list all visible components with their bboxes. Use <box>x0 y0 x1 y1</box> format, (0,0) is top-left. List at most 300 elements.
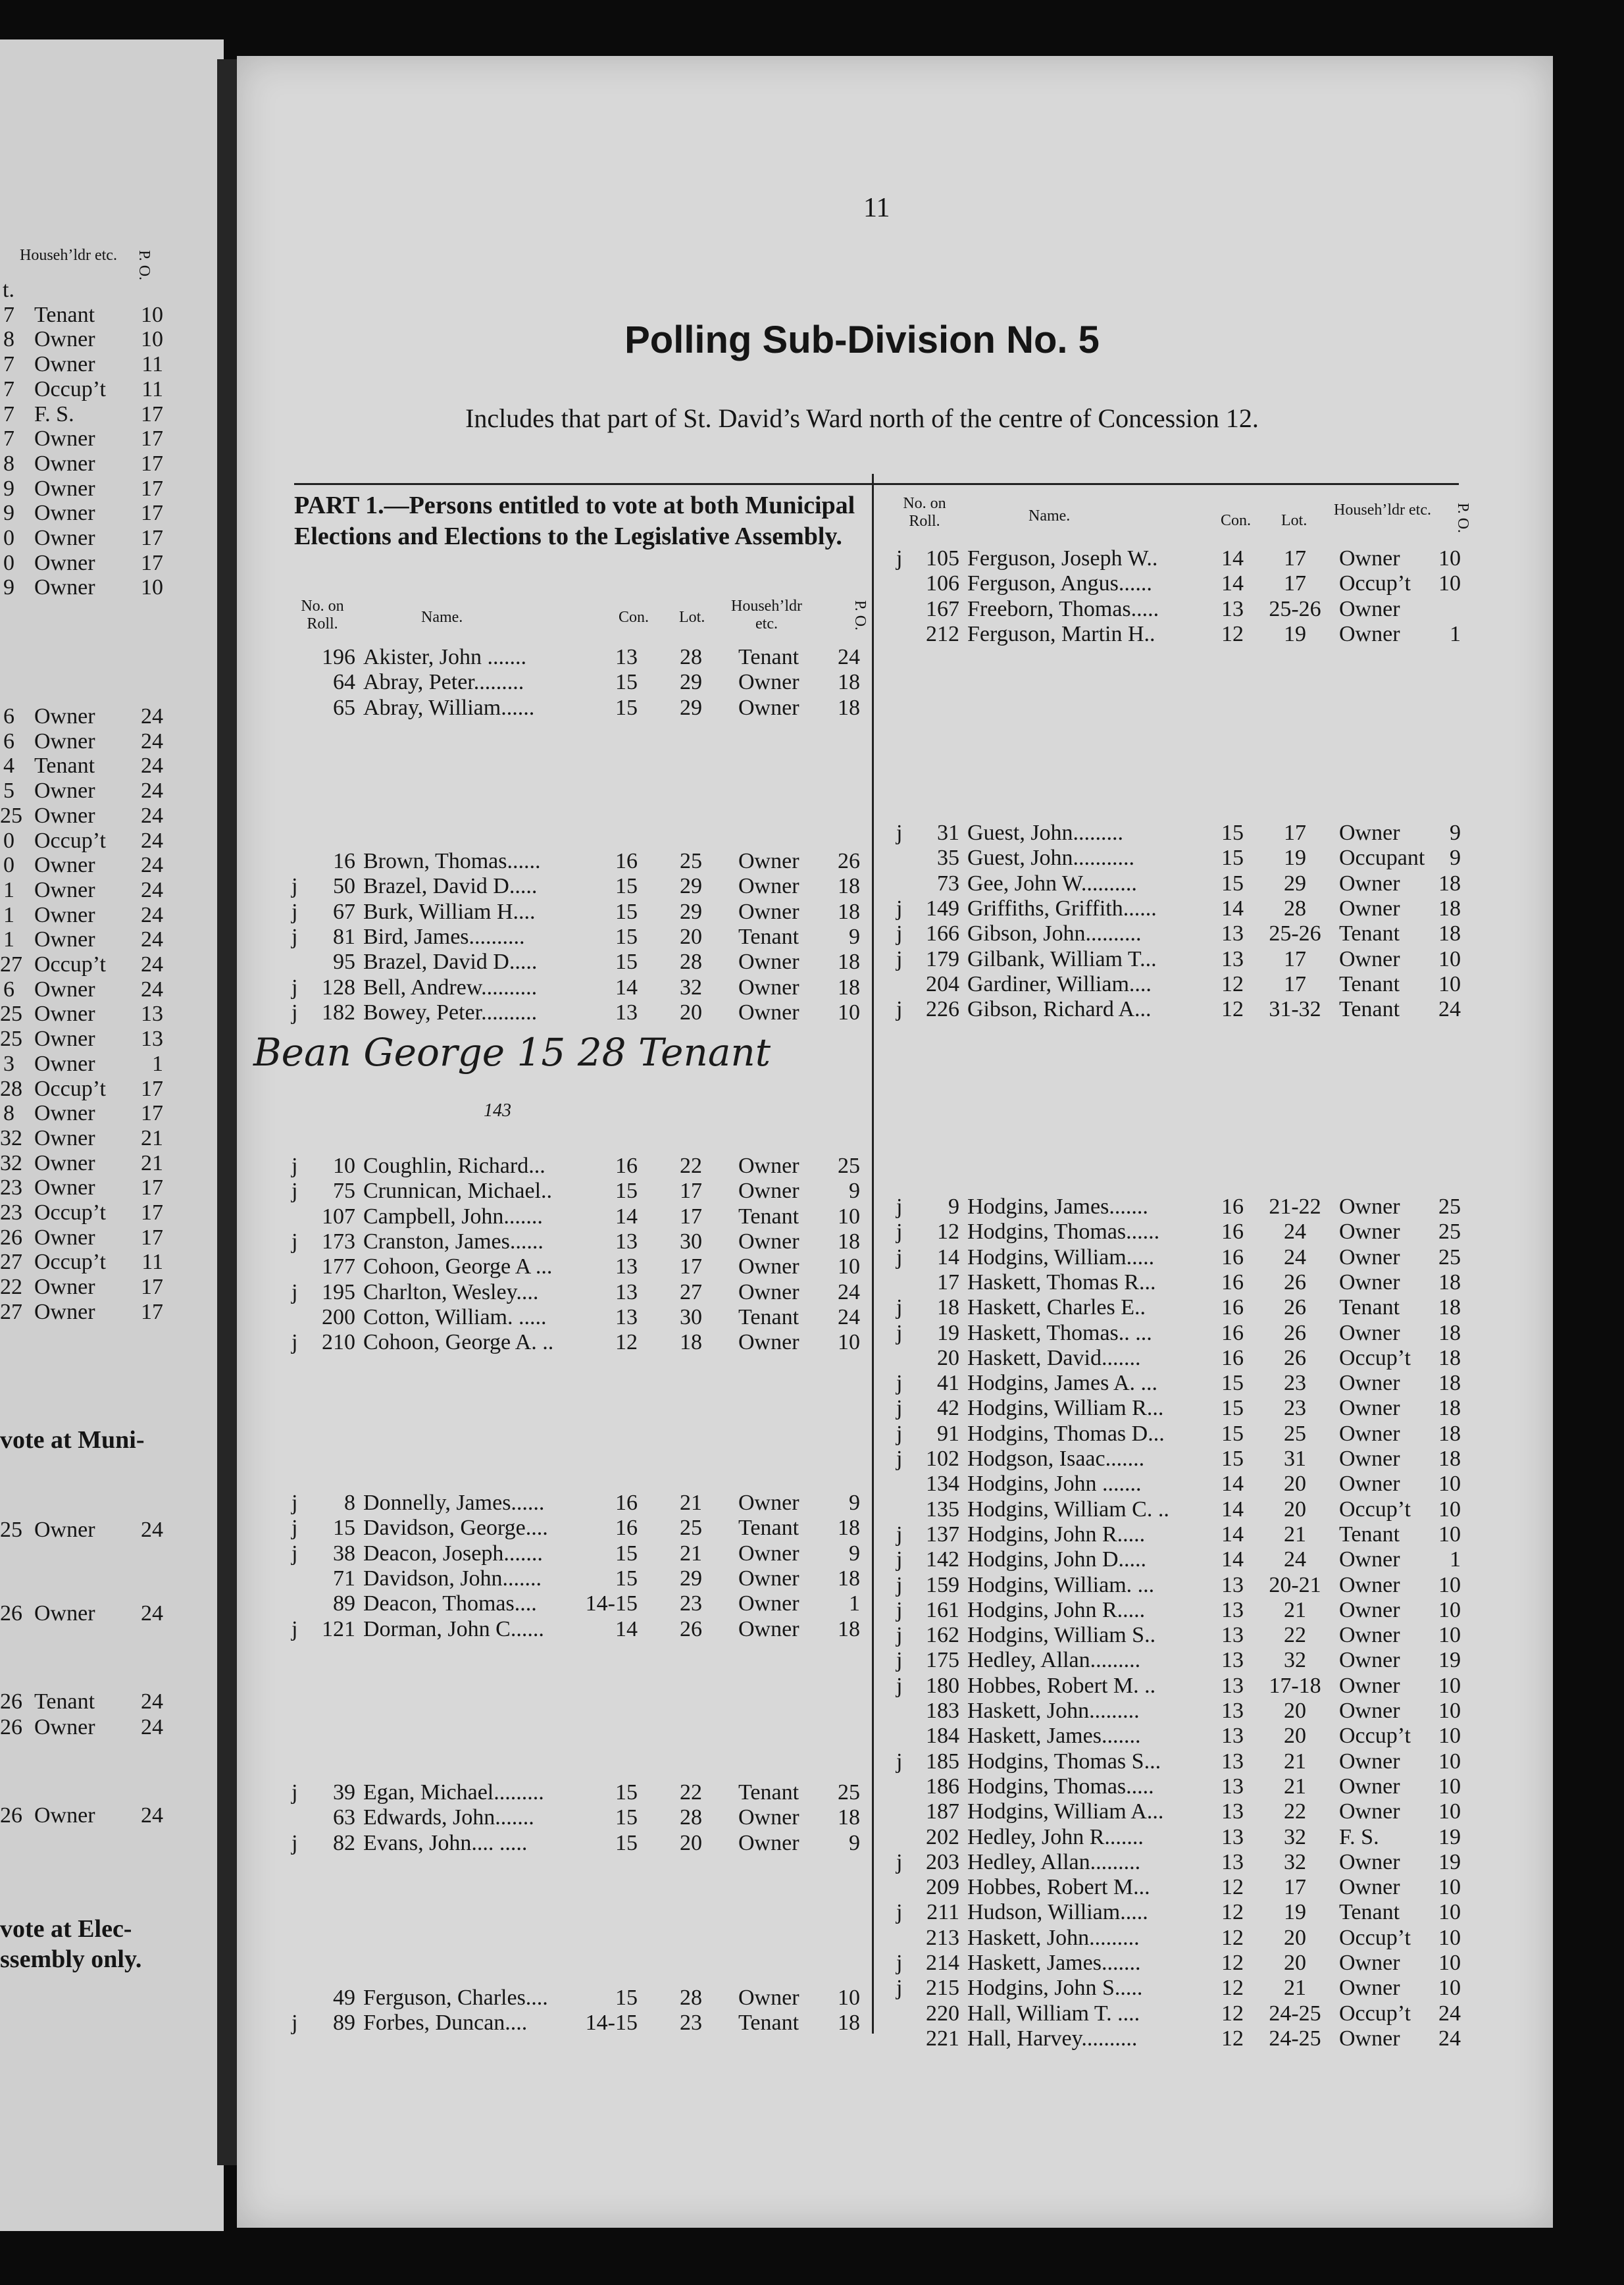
juror-mark: j <box>896 1245 903 1270</box>
voter-name: Abray, William...... <box>363 695 535 720</box>
post-office: 18 <box>838 899 860 924</box>
concession: 14 <box>1221 1522 1244 1547</box>
concession: 15 <box>615 950 638 975</box>
fragment-lot: 6 <box>3 729 14 754</box>
post-office: 9 <box>1450 846 1461 871</box>
concession: 16 <box>615 1154 638 1178</box>
fragment-lot: 25 <box>0 1027 22 1052</box>
roll-number: 17 <box>937 1270 959 1295</box>
fragment-lot: 22 <box>0 1275 22 1300</box>
fragment-status: Owner <box>34 729 95 754</box>
fragment-po: 24 <box>141 1715 163 1739</box>
concession: 16 <box>615 1491 638 1515</box>
post-office: 10 <box>1438 1749 1461 1774</box>
household-status: Tenant <box>1339 921 1400 946</box>
concession: 13 <box>615 1279 638 1304</box>
household-status: Owner <box>1339 1648 1400 1673</box>
fragment-status: Owner <box>34 327 95 352</box>
household-status: F. S. <box>1339 1824 1379 1849</box>
lot-number: 17 <box>680 1254 702 1279</box>
concession: 15 <box>615 1780 638 1805</box>
voter-row <box>0 972 1624 997</box>
voter-name: Hodgins, William..... <box>967 1245 1155 1270</box>
concession: 13 <box>1221 1648 1244 1673</box>
fragment-po: 17 <box>141 550 163 575</box>
fragment-po: 24 <box>141 1689 163 1714</box>
roll-number: 166 <box>926 921 959 946</box>
post-office: 10 <box>1438 1976 1461 2001</box>
fragment-lot: 25 <box>0 1518 22 1542</box>
concession: 16 <box>1221 1270 1244 1295</box>
roll-number: 35 <box>937 846 959 871</box>
household-status: Owner <box>1339 1774 1400 1799</box>
page-number: 11 <box>863 193 890 223</box>
household-status: Owner <box>738 1229 799 1254</box>
post-office: 24 <box>1438 2001 1461 2026</box>
fragment-po: 24 <box>141 704 163 729</box>
household-status: Owner <box>1339 621 1400 646</box>
fragment-row <box>0 278 224 303</box>
lot-number: 28 <box>680 1805 702 1830</box>
household-status: Owner <box>738 1805 799 1830</box>
juror-mark: j <box>896 1749 903 1774</box>
concession: 15 <box>615 1805 638 1830</box>
roll-number: 226 <box>926 997 959 1022</box>
household-status: Owner <box>1339 1371 1400 1396</box>
juror-mark: j <box>292 2011 298 2036</box>
roll-number: 187 <box>926 1799 959 1824</box>
voter-name: Coughlin, Richard... <box>363 1154 546 1178</box>
roll-number: 20 <box>937 1345 959 1370</box>
voter-name: Guest, John........... <box>967 846 1135 871</box>
concession: 13 <box>1221 1673 1244 1698</box>
concession: 13 <box>1221 1623 1244 1648</box>
fragment-status: Owner <box>34 1803 95 1828</box>
voter-name: Hodgins, William A... <box>967 1799 1164 1824</box>
fragment-status: Owner <box>34 1175 95 1200</box>
fragment-status: Owner <box>34 575 95 600</box>
roll-number: 121 <box>322 1616 355 1641</box>
roll-number: 42 <box>937 1396 959 1421</box>
fragment-status: Owner <box>34 803 95 828</box>
post-office: 18 <box>838 975 860 1000</box>
part-title: PART 1.—Persons entitled to vote at both Municipal Elections and Elections to the Legislative Assembly. <box>294 492 855 550</box>
household-status: Owner <box>1339 1245 1400 1270</box>
fragment-row <box>0 853 224 878</box>
juror-mark: j <box>896 1371 903 1396</box>
roll-number: 38 <box>333 1541 355 1566</box>
fragment-row <box>0 526 224 551</box>
roll-number: 202 <box>926 1824 959 1849</box>
voter-name: Abray, Peter......... <box>363 670 524 695</box>
juror-mark: j <box>292 899 298 924</box>
fragment-po: 13 <box>141 1002 163 1027</box>
post-office: 19 <box>1438 1849 1461 1874</box>
voter-name: Charlton, Wesley.... <box>363 1279 539 1304</box>
handwritten-number: 143 <box>484 1100 511 1121</box>
fragment-row <box>0 1275 224 1300</box>
post-office: 10 <box>838 1330 860 1355</box>
concession: 16 <box>1221 1245 1244 1270</box>
roll-number: 8 <box>344 1491 355 1515</box>
voter-name: Haskett, James....... <box>967 1951 1141 1975</box>
household-status: Tenant <box>1339 1295 1400 1320</box>
household-status: Owner <box>1339 1320 1400 1345</box>
post-office: 18 <box>838 874 860 899</box>
concession: 13 <box>1221 1774 1244 1799</box>
fragment-status: Owner <box>34 853 95 878</box>
household-status: Owner <box>1339 1623 1400 1648</box>
concession: 13 <box>1221 1824 1244 1849</box>
fragment-lot: 5 <box>3 779 14 804</box>
fragment-status: Occup’t <box>34 376 106 401</box>
post-office: 10 <box>1438 1522 1461 1547</box>
household-status: Owner <box>738 1566 799 1591</box>
concession: 16 <box>615 1516 638 1541</box>
fragment-lot: 27 <box>0 1299 22 1324</box>
fragment-lot: 0 <box>3 828 14 853</box>
juror-mark: j <box>896 946 903 971</box>
voter-name: Hodgins, William. ... <box>967 1572 1155 1597</box>
fragment-status: Owner <box>34 1125 95 1150</box>
post-office: 18 <box>838 950 860 975</box>
juror-mark: j <box>896 1900 903 1925</box>
concession: 14 <box>1221 1497 1244 1522</box>
voter-name: Hodgins, William S.. <box>967 1623 1156 1648</box>
voter-name: Hall, William T. .... <box>967 2001 1140 2026</box>
juror-mark: j <box>292 1179 298 1204</box>
household-status: Tenant <box>738 645 799 669</box>
juror-mark: j <box>292 1000 298 1025</box>
lot-number: 32 <box>1284 1849 1306 1874</box>
concession: 14 <box>1221 546 1244 571</box>
lot-number: 24-25 <box>1269 2001 1321 2026</box>
lot-number: 28 <box>680 645 702 669</box>
juror-mark: j <box>896 1597 903 1622</box>
voter-name: Ferguson, Joseph W.. <box>967 546 1158 571</box>
juror-mark: j <box>292 924 298 949</box>
post-office: 10 <box>1438 571 1461 596</box>
lot-number: 30 <box>680 1229 702 1254</box>
lot-number: 20 <box>1284 1925 1306 1950</box>
juror-mark: j <box>896 997 903 1022</box>
fragment-status: Owner <box>34 704 95 729</box>
fragment-status: Owner <box>34 1275 95 1300</box>
lot-number: 28 <box>680 950 702 975</box>
fragment-lot: 9 <box>3 575 14 600</box>
lot-number: 17 <box>1284 946 1306 971</box>
fragment-po: 24 <box>141 1601 163 1626</box>
concession: 15 <box>1221 846 1244 871</box>
concession: 12 <box>1221 2026 1244 2051</box>
voter-row <box>0 1547 1624 1572</box>
lot-number: 29 <box>680 670 702 695</box>
voter-row <box>0 821 1624 846</box>
household-status: Owner <box>1339 946 1400 971</box>
voter-name: Gibson, Richard A... <box>967 997 1152 1022</box>
fragment-lot: 8 <box>3 327 14 352</box>
fragment-lot: 7 <box>3 302 14 327</box>
fragment-row <box>0 977 224 1002</box>
post-office: 18 <box>1438 871 1461 896</box>
concession: 14-15 <box>585 2011 638 2036</box>
voter-row <box>0 871 1624 896</box>
fragment-po: 24 <box>141 828 163 853</box>
household-status: Tenant <box>738 1204 799 1229</box>
juror-mark: j <box>292 1229 298 1254</box>
roll-number: 213 <box>926 1925 959 1950</box>
fragment-status: Owner <box>34 550 95 575</box>
roll-number: 67 <box>333 899 355 924</box>
post-office: 1 <box>1450 621 1461 646</box>
roll-number: 89 <box>333 2011 355 2036</box>
roll-number: 195 <box>322 1279 355 1304</box>
concession: 13 <box>615 1304 638 1329</box>
post-office: 10 <box>838 1204 860 1229</box>
col-head-household-right: Househ’ldr etc. <box>1334 501 1431 519</box>
fragment-status: Tenant <box>34 754 95 779</box>
fragment-status: Occup’t <box>34 828 106 853</box>
concession: 14 <box>615 1616 638 1641</box>
roll-number: 184 <box>926 1724 959 1749</box>
post-office: 24 <box>1438 2026 1461 2051</box>
household-status: Occupant <box>1339 846 1425 871</box>
roll-number: 185 <box>926 1749 959 1774</box>
voter-row <box>0 1573 1624 1598</box>
juror-mark: j <box>896 1951 903 1975</box>
roll-number: 107 <box>322 1204 355 1229</box>
post-office: 24 <box>1438 997 1461 1022</box>
fragment-lot: 4 <box>3 754 14 779</box>
voter-row <box>0 1749 1624 1774</box>
post-office: 18 <box>838 1516 860 1541</box>
lot-number: 26 <box>1284 1270 1306 1295</box>
lot-number: 32 <box>680 975 702 1000</box>
voter-name: Haskett, David....... <box>967 1345 1141 1370</box>
post-office: 10 <box>1438 971 1461 996</box>
lot-number: 20 <box>680 1000 702 1025</box>
voter-name: Davidson, George.... <box>363 1516 548 1541</box>
fragment-lot: 6 <box>3 704 14 729</box>
fragment-po: 17 <box>141 1225 163 1250</box>
roll-number: 73 <box>937 871 959 896</box>
voter-name: Haskett, James....... <box>967 1724 1141 1749</box>
juror-mark: j <box>896 1547 903 1572</box>
household-status: Owner <box>1339 1194 1400 1219</box>
post-office: 10 <box>1438 1623 1461 1648</box>
post-office: 10 <box>1438 1699 1461 1723</box>
concession: 12 <box>615 1330 638 1355</box>
concession: 15 <box>1221 1447 1244 1471</box>
voter-name: Bowey, Peter.......... <box>363 1000 538 1025</box>
fragment-row <box>0 1803 224 1828</box>
voter-name: Haskett, John......... <box>967 1699 1140 1723</box>
voter-name: Hedley, Allan......... <box>967 1849 1141 1874</box>
lot-number: 25-26 <box>1269 921 1321 946</box>
fragment-po: 17 <box>141 476 163 501</box>
roll-number: 215 <box>926 1976 959 2001</box>
voter-name: Hodgins, John ....... <box>967 1472 1142 1497</box>
roll-number: 91 <box>937 1421 959 1446</box>
col-head-no-on-roll-right: No. on Roll. <box>903 495 946 530</box>
fragment-status: Owner <box>34 1101 95 1126</box>
lot-number: 29 <box>680 695 702 720</box>
voter-row <box>0 546 1624 571</box>
voter-name: Ferguson, Angus...... <box>967 571 1152 596</box>
voter-name: Hodgson, Isaac....... <box>967 1447 1145 1471</box>
fragment-lot: 1 <box>3 927 14 952</box>
fragment-lot: 26 <box>0 1715 22 1739</box>
roll-number: 167 <box>926 596 959 621</box>
fragment-row <box>0 476 224 501</box>
roll-number: 182 <box>322 1000 355 1025</box>
voter-name: Edwards, John....... <box>363 1805 534 1830</box>
post-office: 10 <box>1438 1799 1461 1824</box>
voter-row <box>0 645 1624 670</box>
fragment-heading-2-line-2: ssembly only. <box>0 1945 142 1973</box>
household-status: Owner <box>738 1986 799 2010</box>
household-status: Owner <box>1339 896 1400 921</box>
fragment-po: 17 <box>141 401 163 426</box>
voter-name: Hodgins, William C. .. <box>967 1497 1169 1522</box>
post-office: 25 <box>1438 1245 1461 1270</box>
fragment-lot: 28 <box>0 1076 22 1101</box>
fragment-row <box>0 1518 224 1543</box>
fragment-row <box>0 1052 224 1077</box>
lot-number: 28 <box>1284 896 1306 921</box>
lot-number: 26 <box>1284 1345 1306 1370</box>
roll-number: 10 <box>333 1154 355 1178</box>
household-status: Occup’t <box>1339 1345 1411 1370</box>
voter-name: Brazel, David D..... <box>363 874 538 899</box>
household-status: Owner <box>1339 821 1400 845</box>
post-office: 19 <box>1438 1648 1461 1673</box>
fragment-status: Owner <box>34 1027 95 1052</box>
juror-mark: j <box>292 1780 298 1805</box>
household-status: Tenant <box>738 1304 799 1329</box>
fragment-po: 24 <box>141 927 163 952</box>
post-office: 18 <box>1438 1396 1461 1421</box>
post-office: 18 <box>1438 1320 1461 1345</box>
lot-number: 21 <box>680 1541 702 1566</box>
voter-name: Ferguson, Charles.... <box>363 1986 548 2010</box>
post-office: 10 <box>1438 946 1461 971</box>
juror-mark: j <box>896 1194 903 1219</box>
roll-number: 203 <box>926 1849 959 1874</box>
household-status: Owner <box>738 695 799 720</box>
voter-name: Hodgins, John D..... <box>967 1547 1147 1572</box>
post-office: 9 <box>849 1179 860 1204</box>
voter-name: Hodgins, John S..... <box>967 1976 1143 2001</box>
fragment-row <box>0 1689 224 1714</box>
voter-name: Hodgins, John R..... <box>967 1597 1146 1622</box>
fragment-po: 17 <box>141 526 163 550</box>
household-status: Owner <box>738 1591 799 1616</box>
page-subtitle: Includes that part of St. David’s Ward north of the centre of Concession 12. <box>465 403 1259 433</box>
fragment-po: 24 <box>141 853 163 878</box>
roll-number: 162 <box>926 1623 959 1648</box>
lot-number: 21 <box>1284 1774 1306 1799</box>
roll-number: 212 <box>926 621 959 646</box>
post-office: 18 <box>838 695 860 720</box>
fragment-status: Owner <box>34 1601 95 1626</box>
lot-number: 29 <box>680 874 702 899</box>
voter-name: Hudson, William..... <box>967 1900 1148 1925</box>
voter-name: Gilbank, William T... <box>967 946 1157 971</box>
lot-number: 20 <box>1284 1699 1306 1723</box>
fragment-row <box>0 501 224 526</box>
fragment-po: 24 <box>141 902 163 927</box>
juror-mark: j <box>292 1154 298 1178</box>
household-status: Owner <box>1339 1875 1400 1900</box>
household-status: Tenant <box>1339 997 1400 1022</box>
roll-number: 41 <box>937 1371 959 1396</box>
fragment-po: 21 <box>141 1150 163 1175</box>
juror-mark: j <box>292 1330 298 1355</box>
lot-number: 25-26 <box>1269 596 1321 621</box>
concession: 12 <box>1221 971 1244 996</box>
voter-row <box>0 1346 1624 1371</box>
lot-number: 23 <box>680 2011 702 2036</box>
fragment-status: Owner <box>34 1715 95 1739</box>
voter-name: Hodgins, Thomas..... <box>967 1774 1154 1799</box>
household-status: Owner <box>1339 1421 1400 1446</box>
juror-mark: j <box>896 1295 903 1320</box>
post-office: 18 <box>1438 896 1461 921</box>
roll-number: 31 <box>937 821 959 845</box>
household-status: Owner <box>738 1279 799 1304</box>
concession: 16 <box>1221 1220 1244 1245</box>
voter-name: Freeborn, Thomas..... <box>967 596 1159 621</box>
concession: 15 <box>615 1541 638 1566</box>
voter-name: Donnelly, James...... <box>363 1491 545 1515</box>
concession: 14 <box>615 975 638 1000</box>
col-head-name-right: Name. <box>1028 507 1071 525</box>
fragment-lot: 26 <box>0 1689 22 1714</box>
lot-number: 17 <box>1284 971 1306 996</box>
voter-row <box>0 1422 1624 1447</box>
household-status: Owner <box>1339 1547 1400 1572</box>
concession: 13 <box>615 1229 638 1254</box>
post-office: 10 <box>838 1254 860 1279</box>
household-status: Occup’t <box>1339 1925 1411 1950</box>
post-office: 10 <box>1438 1875 1461 1900</box>
fragment-header-po: P. O. <box>136 250 153 281</box>
concession: 16 <box>615 849 638 873</box>
roll-number: 196 <box>322 645 355 669</box>
lot-number: 18 <box>680 1330 702 1355</box>
lot-number: 27 <box>680 1279 702 1304</box>
lot-number: 23 <box>680 1591 702 1616</box>
voter-row <box>0 1825 1624 1850</box>
juror-mark: j <box>896 1849 903 1874</box>
household-status: Owner <box>738 1541 799 1566</box>
post-office: 18 <box>838 1566 860 1591</box>
fragment-heading-2 <box>0 1914 141 1974</box>
lot-number: 19 <box>1284 846 1306 871</box>
voter-name: Hodgins, William R... <box>967 1396 1164 1421</box>
fragment-row <box>0 303 224 328</box>
lot-number: 19 <box>1284 621 1306 646</box>
roll-number: 71 <box>333 1566 355 1591</box>
fragment-row <box>0 575 224 600</box>
post-office: 25 <box>1438 1220 1461 1245</box>
fragment-row <box>0 1126 224 1151</box>
post-office: 10 <box>1438 1497 1461 1522</box>
lot-number: 20 <box>1284 1497 1306 1522</box>
roll-number: 210 <box>322 1330 355 1355</box>
post-office: 10 <box>1438 1900 1461 1925</box>
